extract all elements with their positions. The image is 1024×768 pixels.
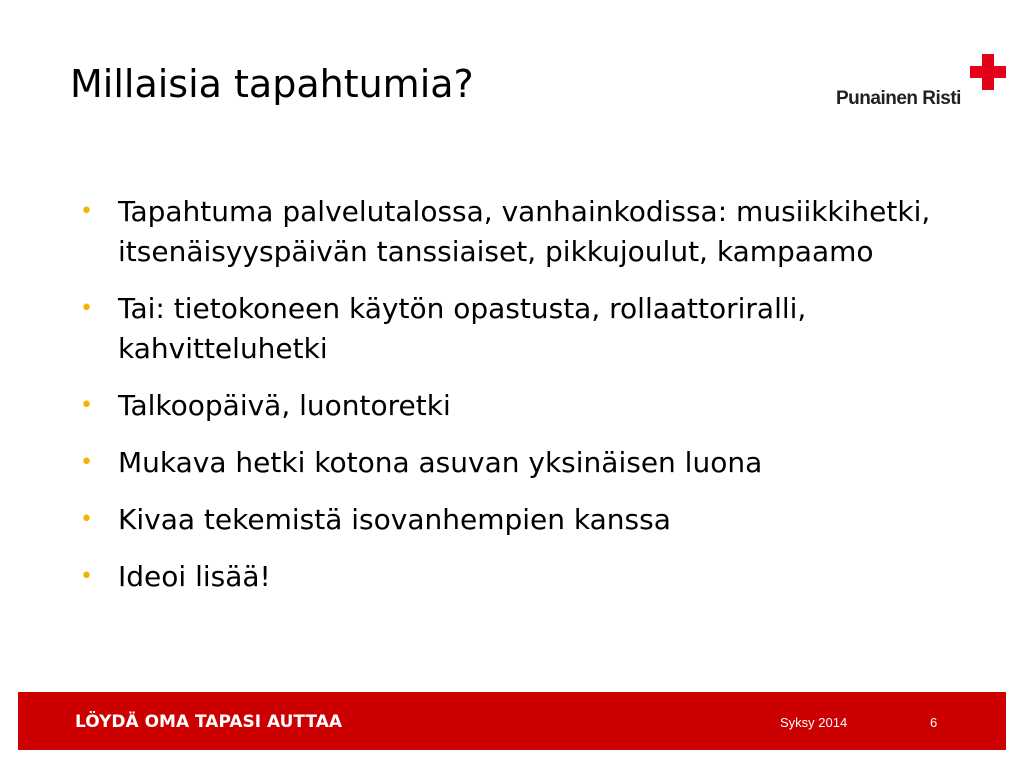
footer-bar <box>18 692 1006 750</box>
bullet-icon: • <box>80 450 93 475</box>
bullet-icon: • <box>80 507 93 532</box>
bullet-list <box>80 192 1000 614</box>
logo-text: Punainen Risti <box>836 88 961 109</box>
bullet-item <box>80 557 1000 597</box>
bullet-text: Tai: tietokoneen käytön opastusta, rollaattoriralli, kahvitteluhetki <box>118 292 807 365</box>
bullet-item <box>80 289 1000 369</box>
slide-title: Millaisia tapahtumia? <box>70 62 474 106</box>
punainen-risti-logo <box>836 54 1008 114</box>
red-cross-icon <box>970 54 1006 90</box>
bullet-icon: • <box>80 564 93 589</box>
bullet-text: Talkoopäivä, luontoretki <box>118 389 451 422</box>
bullet-text: Mukava hetki kotona asuvan yksinäisen luona <box>118 446 763 479</box>
bullet-text: Kivaa tekemistä isovanhempien kanssa <box>118 503 671 536</box>
page-number: 6 <box>930 715 938 730</box>
footer-motto: LÖYDÄ OMA TAPASI AUTTAA <box>75 712 343 732</box>
bullet-item <box>80 443 1000 483</box>
bullet-icon: • <box>80 393 93 418</box>
bullet-item <box>80 500 1000 540</box>
bullet-item <box>80 386 1000 426</box>
bullet-icon: • <box>80 296 93 321</box>
bullet-item <box>80 192 1000 272</box>
footer-date: Syksy 2014 <box>780 715 848 730</box>
bullet-text: Ideoi lisää! <box>118 560 271 593</box>
bullet-icon: • <box>80 199 93 224</box>
bullet-text: Tapahtuma palvelutalossa, vanhainkodissa: musiikkihetki, itsenäisyyspäivän tanssiaiset, pikkujoulut, kampaamo <box>118 195 931 268</box>
